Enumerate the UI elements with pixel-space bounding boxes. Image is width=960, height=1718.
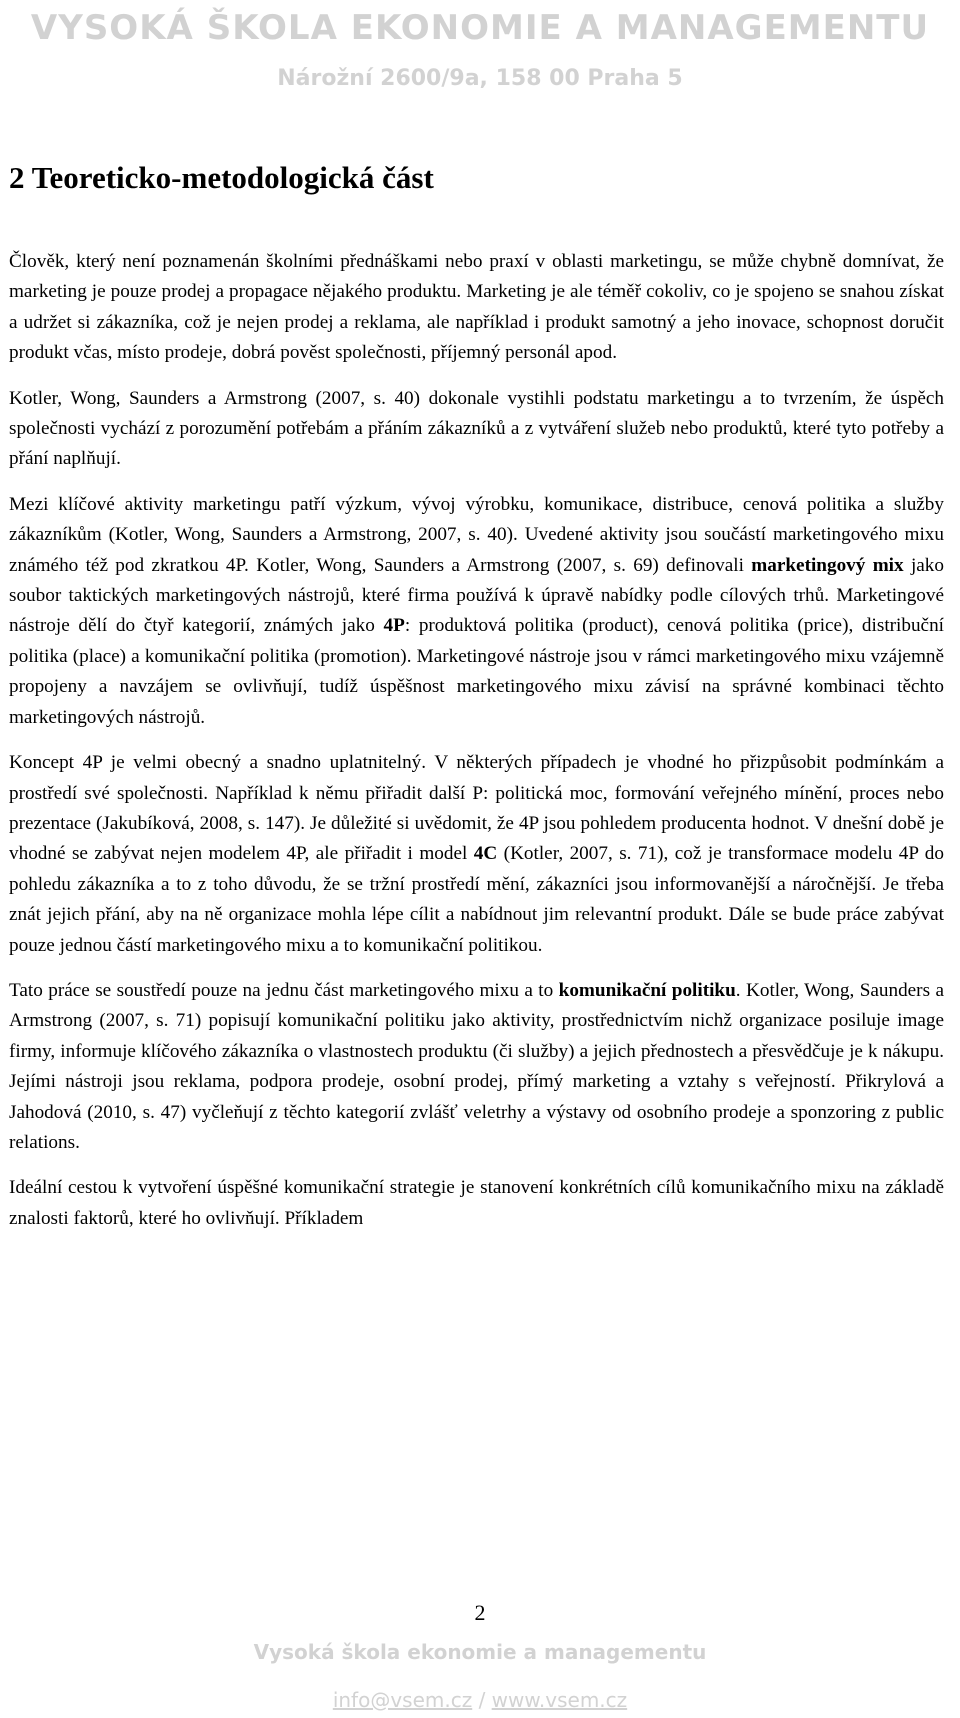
paragraph-3-text-2: jako soubor taktických marketingových nástrojů, které firma používá k úpravě nabídky podle cílových trhů. Marketingové nástroje dělí do čtyř kategorií, známých jako bbox=[9, 554, 944, 637]
paragraph-3 bbox=[9, 490, 944, 733]
footer-website-link[interactable]: www.vsem.cz bbox=[491, 1688, 628, 1712]
term-communication-policy: komunikační politiku bbox=[558, 979, 736, 1001]
footer-school-name: Vysoká škola ekonomie a managementu bbox=[253, 1640, 707, 1664]
paragraph-4-text-1: Koncept 4P je velmi obecný a snadno uplatnitelný. V některých případech je vhodné ho přizpůsobit podmínkám a prostředí své společnosti. Například k němu přiřadit další P: politická moc, formování veřejného mínění, proces nebo prezentace (Jakubíková, 2008, s. 147). Je důležité si uvědomit, že 4P jsou pohledem producenta hodnot. V dnešní době je vhodné se zabývat nejen modelem 4P, ale přiřadit i model bbox=[9, 752, 944, 865]
page-number: 2 bbox=[474, 1600, 486, 1625]
chapter-heading: 2 Teoreticko-metodologická část bbox=[9, 160, 434, 195]
footer-separator: / bbox=[472, 1688, 492, 1712]
footer-email-link[interactable]: info@vsem.cz bbox=[332, 1688, 473, 1712]
term-4c: 4C bbox=[473, 843, 498, 865]
paragraph-3-text-1: Mezi klíčové aktivity marketingu patří výzkum, vývoj výrobku, komunikace, distribuce, cenová politika a služby zákazníkům (Kotler, Wong, Saunders a Armstrong, 2007, s. 40). Uvedené aktivity jsou součástí marketingového mixu známého též pod zkratkou 4P. Kotler, Wong, Saunders a Armstrong (2007, s. 69) definovali bbox=[9, 493, 944, 576]
paragraph-4 bbox=[9, 748, 944, 961]
paragraph-3-text-3: : produktová politika (product), cenová politika (price), distribuční politika (place) a komunikační politika (promotion). Marketingové nástroje jsou v rámci marketingového mixu vzájemně propojeny a navzájem se ovlivňují, tudíž úspěšnost marketingového mixu závisí na správné kombinaci těchto marketingových nástrojů. bbox=[9, 615, 944, 728]
footer-contact bbox=[0, 1688, 960, 1712]
paragraph-2: Kotler, Wong, Saunders a Armstrong (2007, s. 40) dokonale vystihli podstatu marketingu a to tvrzením, že úspěch společnosti vychází z porozumění potřebám a přáním zákazníků a z vytváření služeb nebo produktů, které tyto potřeby a přání naplňují. bbox=[9, 387, 944, 470]
paragraph-6: Ideální cestou k vytvoření úspěšné komunikační strategie je stanovení konkrétních cílů komunikačního mixu na základě znalosti faktorů, které ho ovlivňují. Příkladem bbox=[9, 1177, 944, 1229]
term-marketing-mix: marketingový mix bbox=[751, 554, 904, 576]
paragraph-1: Člověk, který není poznamenán školními přednáškami nebo praxí v oblasti marketingu, se může chybně domnívat, že marketing je pouze prodej a propagace nějakého produktu. Marketing je ale téměř cokoliv, co je spojeno se snahou získat a udržet si zákazníka, což je nejen prodej a reklama, ale například i produkt samotný a jeho inovace, schopnost doručit produkt včas, místo prodeje, dobrá pověst společnosti, příjemný personál apod. bbox=[9, 251, 944, 364]
paragraph-5 bbox=[9, 976, 944, 1158]
paragraph-5-text-2: . Kotler, Wong, Saunders a Armstrong (2007, s. 71) popisují komunikační politiku jako aktivity, prostřednictvím nichž organizace posiluje image firmy, informuje klíčového zákazníka o vlastnostech produktu (či služby) a jejich přednostech a přesvědčuje je k nákupu. Jejími nástroji jsou reklama, podpora prodeje, osobní prodej, přímý marketing a vztahy s veřejností. Přikrylová a Jahodová (2010, s. 47) vyčleňují z těchto kategorií zvlášť veletrhy a výstavy od osobního prodeje a sponzoring z public relations. bbox=[9, 979, 944, 1153]
header-address: Nárožní 2600/9a, 158 00 Praha 5 bbox=[277, 66, 683, 91]
body-text bbox=[9, 247, 944, 1249]
paragraph-5-text-1: Tato práce se soustředí pouze na jednu část marketingového mixu a to bbox=[9, 979, 559, 1001]
header-school-name: VYSOKÁ ŠKOLA EKONOMIE A MANAGEMENTU bbox=[30, 8, 930, 48]
paragraph-4-text-2: (Kotler, 2007, s. 71), což je transformace modelu 4P do pohledu zákazníka a to z toho důvodu, že se tržní prostředí mění, zákazníci jsou informovanější a náročnější. Je třeba znát jejich přání, aby na ně organizace mohla lépe cílit a nabídnout jim relevantní produkt. Dále se bude práce zabývat pouze jednou částí marketingového mixu a to komunikační politikou. bbox=[9, 843, 944, 956]
term-4p: 4P bbox=[383, 615, 405, 637]
